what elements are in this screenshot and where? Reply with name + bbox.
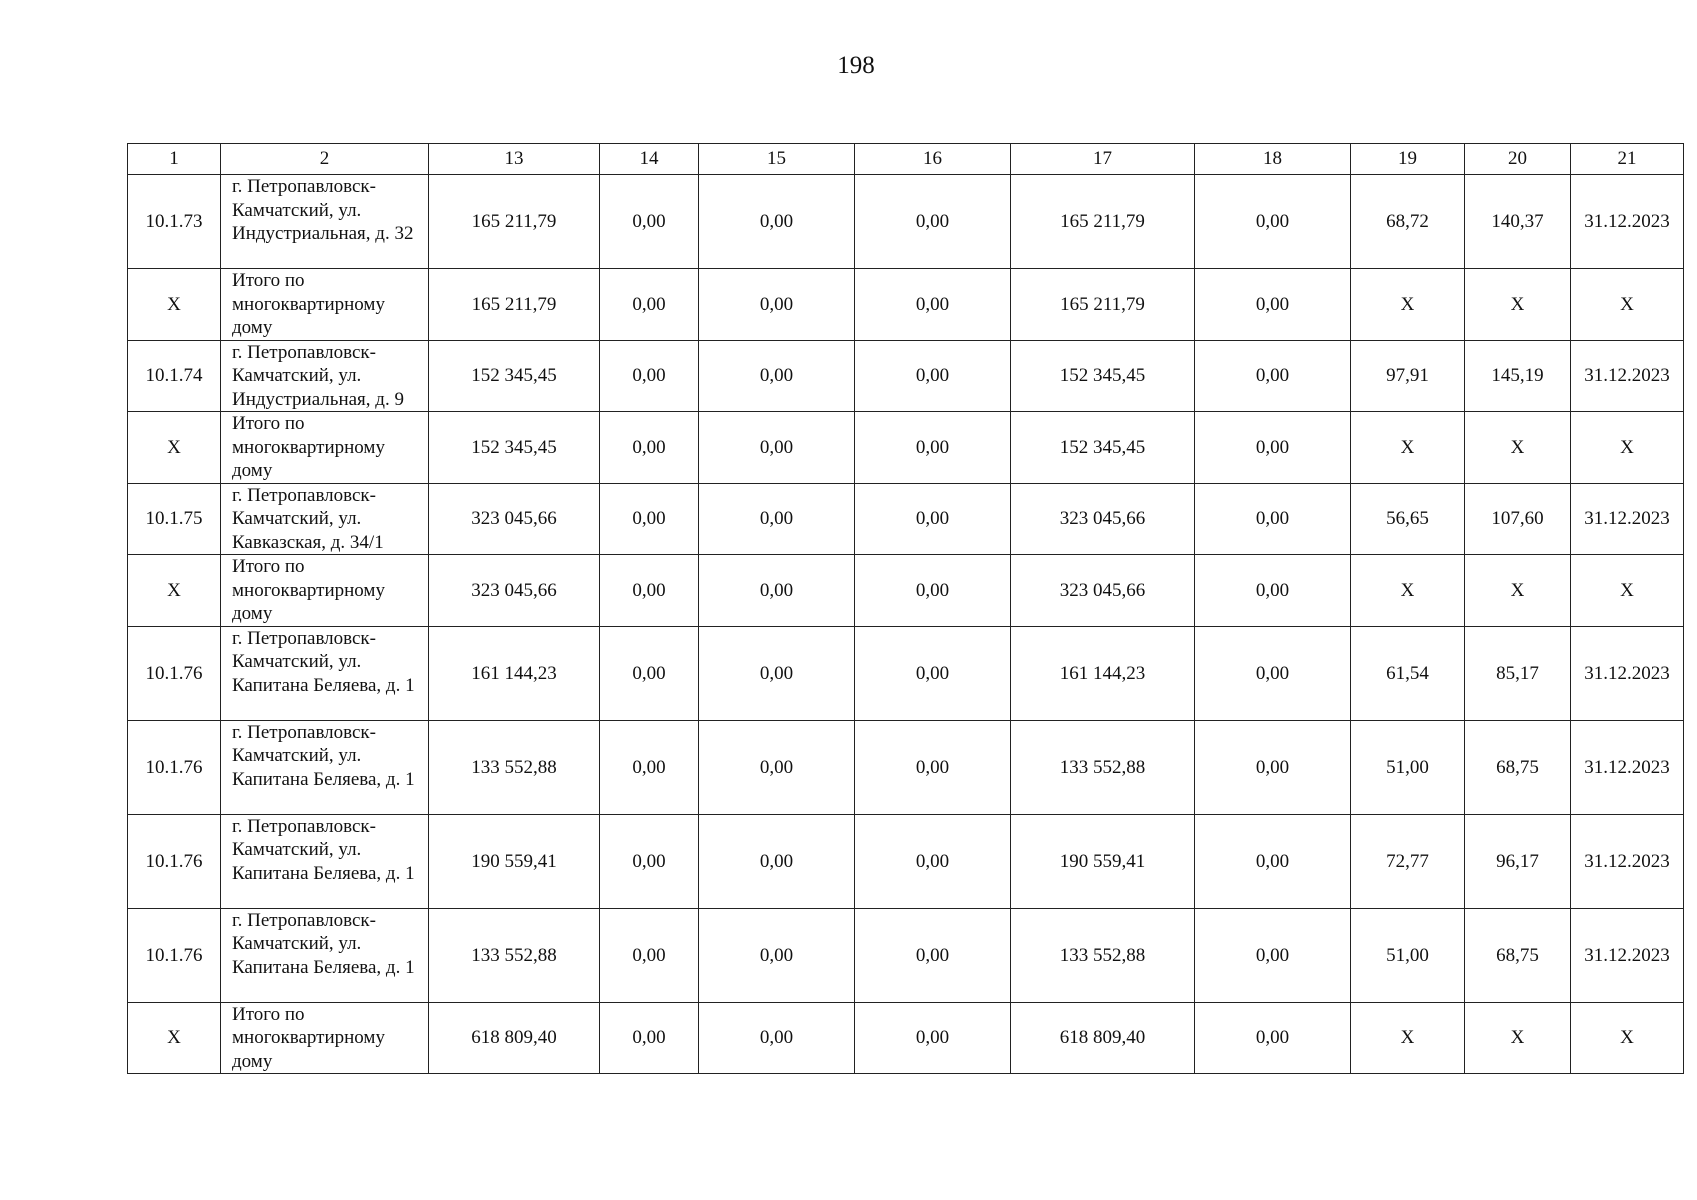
header-cell: 18 xyxy=(1195,144,1351,175)
cell-col-19: 56,65 xyxy=(1351,483,1465,555)
cell-row-number: X xyxy=(128,555,221,627)
cell-col-18: 0,00 xyxy=(1195,269,1351,341)
cell-row-number: X xyxy=(128,269,221,341)
data-table xyxy=(127,143,1684,1074)
header-cell: 20 xyxy=(1465,144,1571,175)
cell-col-18: 0,00 xyxy=(1195,720,1351,814)
cell-address: г. Петропавловск-Камчатский, ул. Капитана Беляева, д. 1 xyxy=(221,626,429,720)
cell-col-16: 0,00 xyxy=(855,720,1011,814)
cell-col-16: 0,00 xyxy=(855,340,1011,412)
table-row xyxy=(128,814,1684,908)
cell-col-17: 165 211,79 xyxy=(1011,175,1195,269)
cell-col-20: 107,60 xyxy=(1465,483,1571,555)
cell-row-number: 10.1.76 xyxy=(128,720,221,814)
cell-col-17: 323 045,66 xyxy=(1011,483,1195,555)
cell-col-18: 0,00 xyxy=(1195,483,1351,555)
cell-col-19: 72,77 xyxy=(1351,814,1465,908)
cell-col-18: 0,00 xyxy=(1195,412,1351,484)
cell-col-21: 31.12.2023 xyxy=(1571,908,1684,1002)
cell-col-20: 145,19 xyxy=(1465,340,1571,412)
table-row xyxy=(128,340,1684,412)
cell-col-20: 68,75 xyxy=(1465,720,1571,814)
table-row xyxy=(128,1002,1684,1074)
cell-row-number: X xyxy=(128,1002,221,1074)
cell-col-14: 0,00 xyxy=(600,908,699,1002)
cell-col-14: 0,00 xyxy=(600,555,699,627)
cell-col-19: 97,91 xyxy=(1351,340,1465,412)
cell-col-19: X xyxy=(1351,412,1465,484)
cell-col-17: 618 809,40 xyxy=(1011,1002,1195,1074)
cell-row-number: 10.1.76 xyxy=(128,908,221,1002)
cell-col-19: X xyxy=(1351,1002,1465,1074)
header-cell: 19 xyxy=(1351,144,1465,175)
cell-row-number: 10.1.73 xyxy=(128,175,221,269)
cell-col-14: 0,00 xyxy=(600,814,699,908)
cell-col-20: X xyxy=(1465,269,1571,341)
cell-col-20: 85,17 xyxy=(1465,626,1571,720)
table-row xyxy=(128,626,1684,720)
cell-col-13: 152 345,45 xyxy=(429,412,600,484)
cell-col-20: X xyxy=(1465,412,1571,484)
table-row xyxy=(128,175,1684,269)
cell-col-15: 0,00 xyxy=(699,483,855,555)
cell-col-15: 0,00 xyxy=(699,626,855,720)
page-number: 198 xyxy=(837,52,875,79)
cell-address: Итого по многоквартирному дому xyxy=(221,1002,429,1074)
cell-col-21: X xyxy=(1571,1002,1684,1074)
cell-col-18: 0,00 xyxy=(1195,175,1351,269)
cell-col-21: 31.12.2023 xyxy=(1571,175,1684,269)
cell-col-21: X xyxy=(1571,269,1684,341)
cell-col-15: 0,00 xyxy=(699,1002,855,1074)
cell-col-16: 0,00 xyxy=(855,412,1011,484)
cell-col-15: 0,00 xyxy=(699,908,855,1002)
cell-col-18: 0,00 xyxy=(1195,626,1351,720)
cell-col-17: 323 045,66 xyxy=(1011,555,1195,627)
cell-col-16: 0,00 xyxy=(855,1002,1011,1074)
cell-col-15: 0,00 xyxy=(699,814,855,908)
cell-col-18: 0,00 xyxy=(1195,908,1351,1002)
cell-col-16: 0,00 xyxy=(855,269,1011,341)
cell-address: г. Петропавловск-Камчатский, ул. Капитана Беляева, д. 1 xyxy=(221,814,429,908)
table-row xyxy=(128,555,1684,627)
cell-col-21: 31.12.2023 xyxy=(1571,720,1684,814)
header-cell: 2 xyxy=(221,144,429,175)
cell-col-13: 190 559,41 xyxy=(429,814,600,908)
cell-col-17: 133 552,88 xyxy=(1011,720,1195,814)
cell-col-14: 0,00 xyxy=(600,720,699,814)
cell-col-20: 140,37 xyxy=(1465,175,1571,269)
cell-col-20: 96,17 xyxy=(1465,814,1571,908)
cell-col-13: 133 552,88 xyxy=(429,908,600,1002)
cell-col-17: 165 211,79 xyxy=(1011,269,1195,341)
cell-col-20: 68,75 xyxy=(1465,908,1571,1002)
cell-address: г. Петропавловск-Камчатский, ул. Индустриальная, д. 9 xyxy=(221,340,429,412)
table-row xyxy=(128,908,1684,1002)
cell-col-15: 0,00 xyxy=(699,269,855,341)
cell-col-13: 133 552,88 xyxy=(429,720,600,814)
table-row xyxy=(128,269,1684,341)
cell-col-14: 0,00 xyxy=(600,340,699,412)
cell-row-number: X xyxy=(128,412,221,484)
cell-col-15: 0,00 xyxy=(699,555,855,627)
cell-col-19: X xyxy=(1351,555,1465,627)
cell-col-13: 165 211,79 xyxy=(429,269,600,341)
cell-col-18: 0,00 xyxy=(1195,1002,1351,1074)
cell-col-17: 152 345,45 xyxy=(1011,412,1195,484)
cell-col-17: 152 345,45 xyxy=(1011,340,1195,412)
header-cell: 13 xyxy=(429,144,600,175)
cell-address: г. Петропавловск-Камчатский, ул. Индустриальная, д. 32 xyxy=(221,175,429,269)
cell-col-17: 161 144,23 xyxy=(1011,626,1195,720)
header-cell: 14 xyxy=(600,144,699,175)
cell-col-21: X xyxy=(1571,555,1684,627)
cell-col-19: 68,72 xyxy=(1351,175,1465,269)
cell-col-14: 0,00 xyxy=(600,412,699,484)
cell-col-17: 133 552,88 xyxy=(1011,908,1195,1002)
cell-col-21: X xyxy=(1571,412,1684,484)
cell-col-16: 0,00 xyxy=(855,175,1011,269)
cell-address: г. Петропавловск-Камчатский, ул. Капитана Беляева, д. 1 xyxy=(221,908,429,1002)
cell-address: г. Петропавловск-Камчатский, ул. Кавказская, д. 34/1 xyxy=(221,483,429,555)
cell-col-17: 190 559,41 xyxy=(1011,814,1195,908)
cell-col-14: 0,00 xyxy=(600,483,699,555)
cell-col-16: 0,00 xyxy=(855,626,1011,720)
cell-row-number: 10.1.75 xyxy=(128,483,221,555)
cell-col-15: 0,00 xyxy=(699,720,855,814)
cell-col-20: X xyxy=(1465,555,1571,627)
cell-col-15: 0,00 xyxy=(699,175,855,269)
cell-col-13: 323 045,66 xyxy=(429,483,600,555)
cell-col-16: 0,00 xyxy=(855,483,1011,555)
cell-address: Итого по многоквартирному дому xyxy=(221,555,429,627)
cell-row-number: 10.1.76 xyxy=(128,626,221,720)
header-cell: 21 xyxy=(1571,144,1684,175)
cell-col-18: 0,00 xyxy=(1195,814,1351,908)
cell-col-14: 0,00 xyxy=(600,626,699,720)
cell-col-13: 161 144,23 xyxy=(429,626,600,720)
cell-col-15: 0,00 xyxy=(699,340,855,412)
header-cell: 16 xyxy=(855,144,1011,175)
header-row xyxy=(128,144,1684,175)
cell-col-16: 0,00 xyxy=(855,555,1011,627)
cell-row-number: 10.1.76 xyxy=(128,814,221,908)
cell-col-19: X xyxy=(1351,269,1465,341)
cell-address: г. Петропавловск-Камчатский, ул. Капитана Беляева, д. 1 xyxy=(221,720,429,814)
cell-col-14: 0,00 xyxy=(600,1002,699,1074)
cell-col-21: 31.12.2023 xyxy=(1571,340,1684,412)
cell-col-13: 165 211,79 xyxy=(429,175,600,269)
header-cell: 1 xyxy=(128,144,221,175)
cell-col-21: 31.12.2023 xyxy=(1571,483,1684,555)
cell-col-16: 0,00 xyxy=(855,908,1011,1002)
cell-col-13: 152 345,45 xyxy=(429,340,600,412)
cell-col-18: 0,00 xyxy=(1195,340,1351,412)
cell-col-13: 618 809,40 xyxy=(429,1002,600,1074)
cell-col-19: 51,00 xyxy=(1351,908,1465,1002)
cell-col-14: 0,00 xyxy=(600,175,699,269)
cell-col-18: 0,00 xyxy=(1195,555,1351,627)
cell-col-20: X xyxy=(1465,1002,1571,1074)
cell-col-13: 323 045,66 xyxy=(429,555,600,627)
table-body xyxy=(128,144,1684,1074)
cell-col-19: 51,00 xyxy=(1351,720,1465,814)
cell-row-number: 10.1.74 xyxy=(128,340,221,412)
cell-address: Итого по многоквартирному дому xyxy=(221,269,429,341)
cell-col-16: 0,00 xyxy=(855,814,1011,908)
cell-address: Итого по многоквартирному дому xyxy=(221,412,429,484)
table-row xyxy=(128,412,1684,484)
cell-col-15: 0,00 xyxy=(699,412,855,484)
table-row xyxy=(128,483,1684,555)
header-cell: 15 xyxy=(699,144,855,175)
cell-col-21: 31.12.2023 xyxy=(1571,814,1684,908)
cell-col-19: 61,54 xyxy=(1351,626,1465,720)
table-row xyxy=(128,720,1684,814)
cell-col-21: 31.12.2023 xyxy=(1571,626,1684,720)
cell-col-14: 0,00 xyxy=(600,269,699,341)
header-cell: 17 xyxy=(1011,144,1195,175)
